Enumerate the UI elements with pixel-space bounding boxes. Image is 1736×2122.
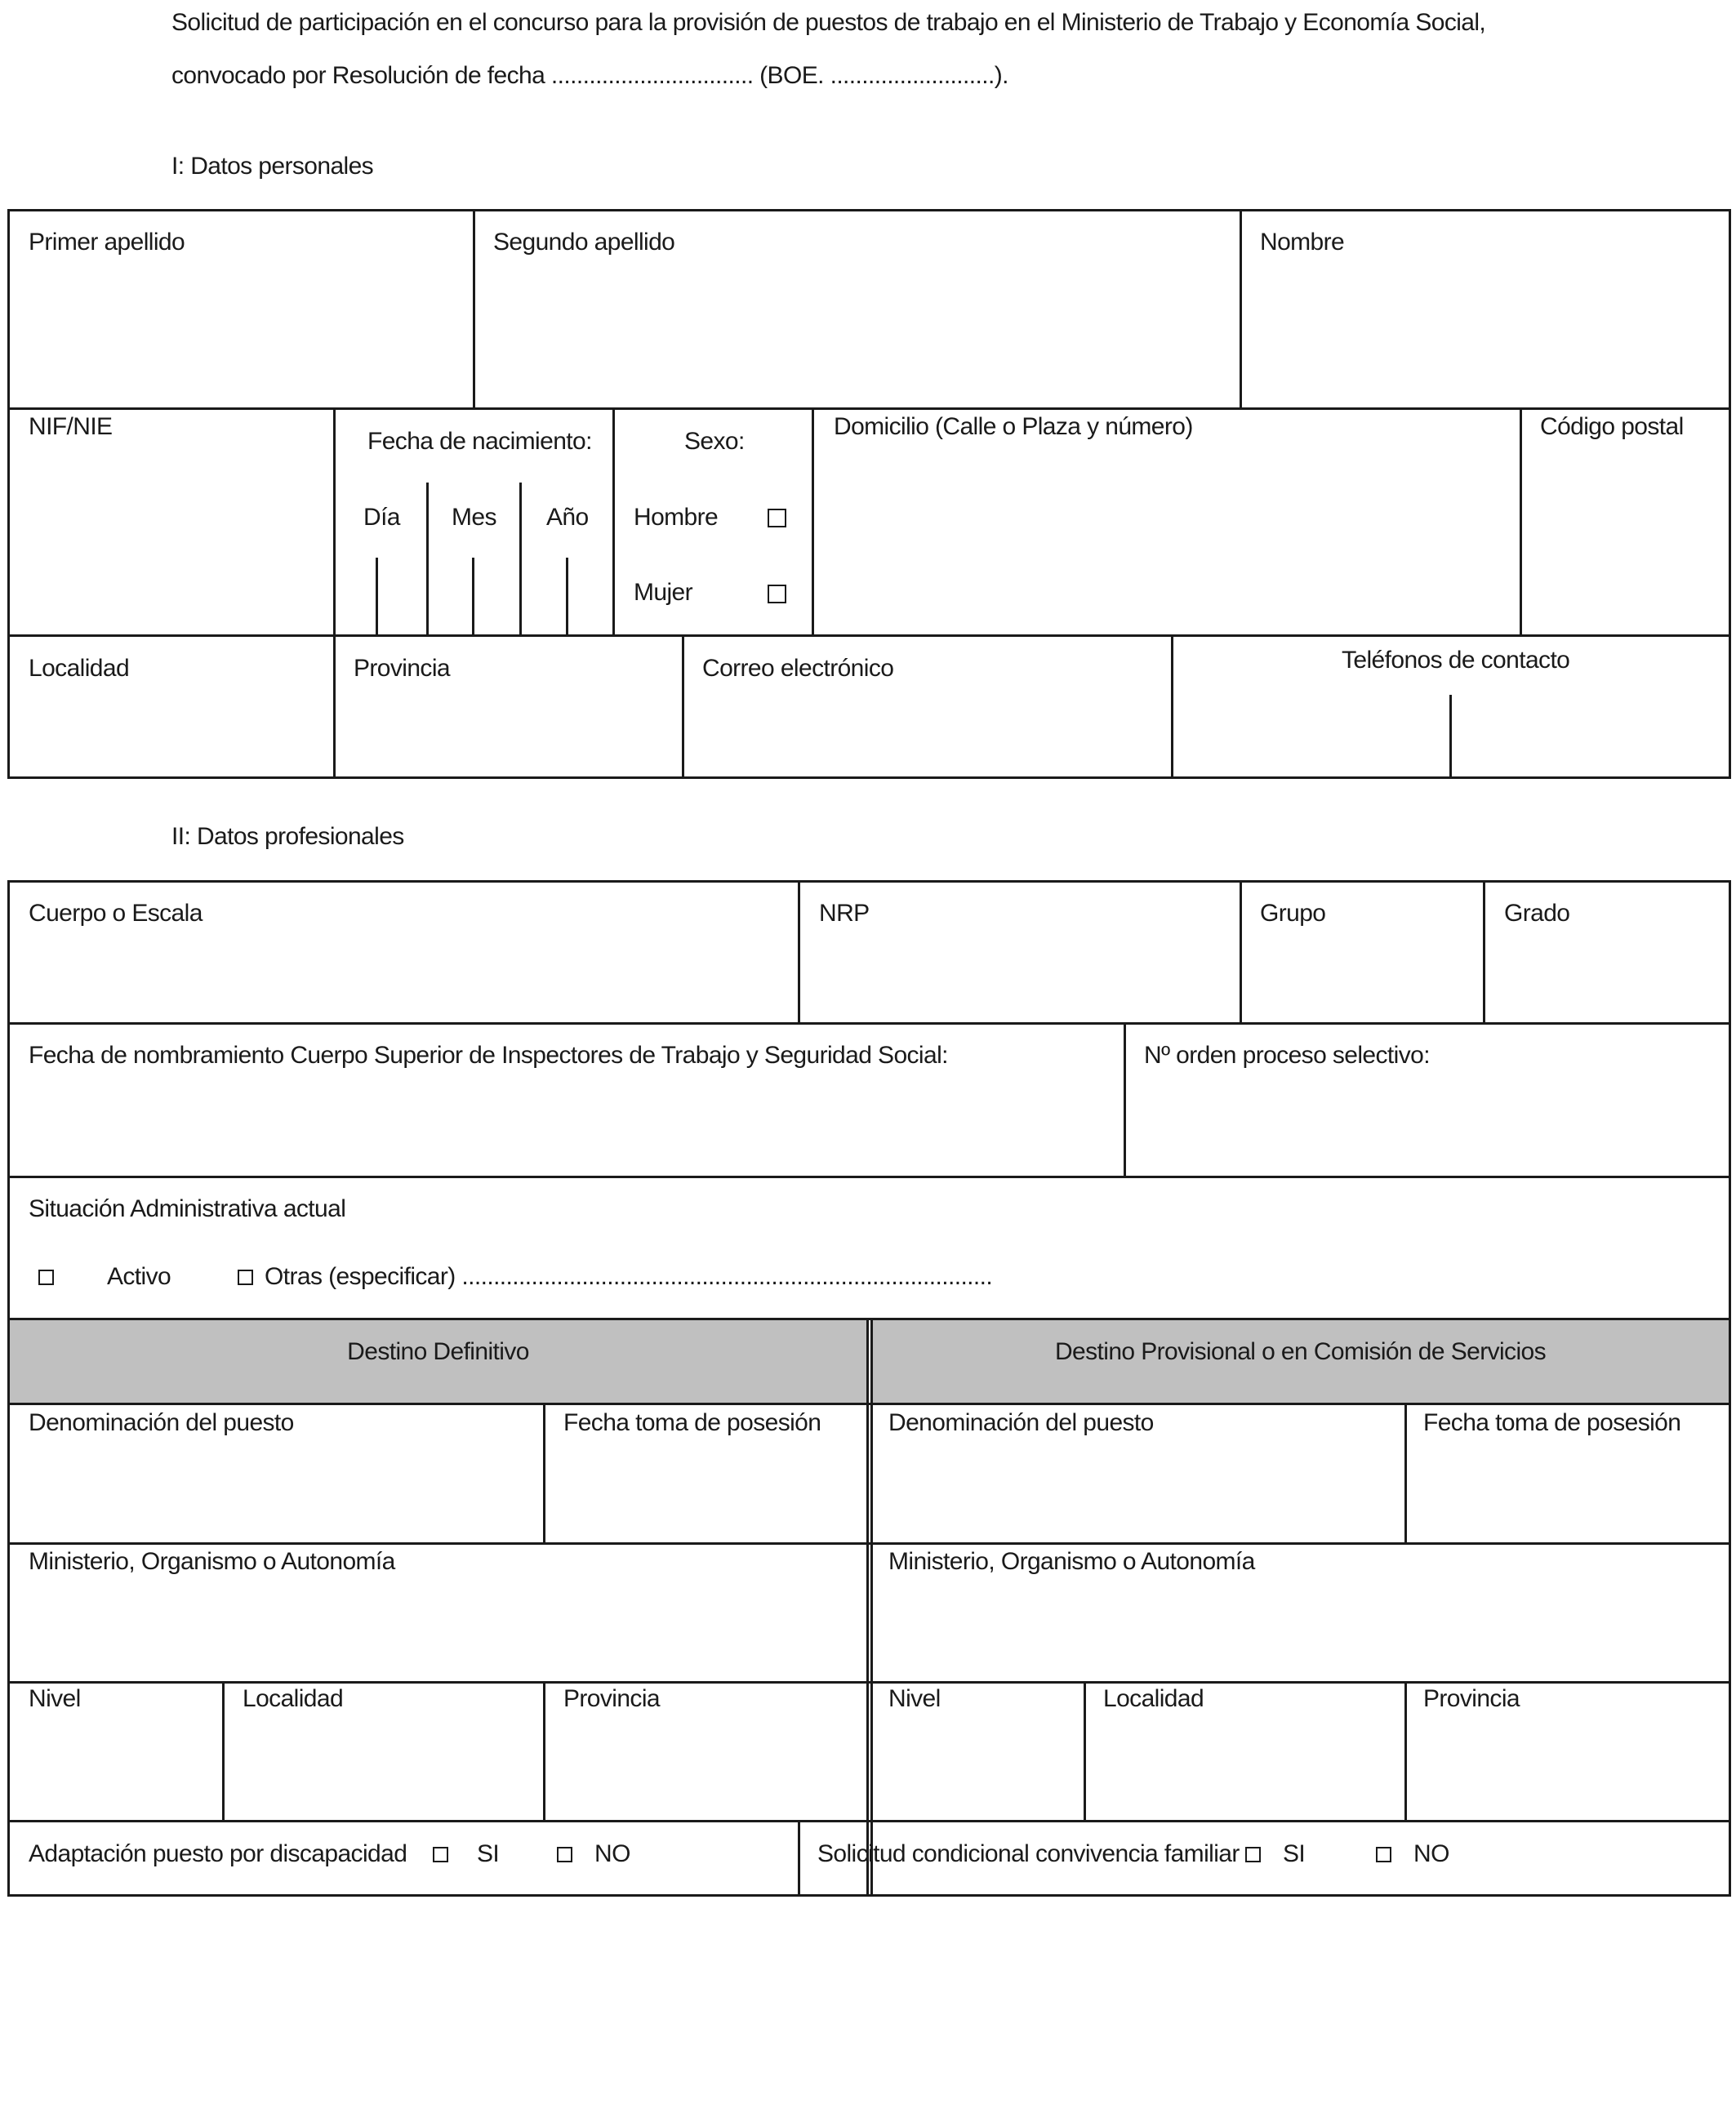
nif-label: NIF/NIE bbox=[29, 413, 113, 440]
def-fecha-toma-label: Fecha toma de posesión bbox=[563, 1409, 821, 1436]
hombre-label: Hombre bbox=[634, 504, 719, 531]
orden-label: Nº orden proceso selectivo: bbox=[1144, 1042, 1430, 1069]
dia-label: Día bbox=[363, 504, 400, 531]
rule bbox=[7, 1176, 1731, 1178]
mujer-checkbox[interactable] bbox=[768, 585, 786, 603]
correo-label: Correo electrónico bbox=[702, 655, 894, 682]
solicitud-condicional-label: Solicitud condicional convivencia familiar bbox=[817, 1840, 1240, 1867]
situacion-label: Situación Administrativa actual bbox=[29, 1195, 346, 1222]
dia-field[interactable] bbox=[336, 559, 426, 634]
rule bbox=[1729, 880, 1731, 1897]
nombre-label: Nombre bbox=[1260, 229, 1345, 256]
telefono-2-field[interactable] bbox=[1452, 696, 1729, 776]
mes-field[interactable] bbox=[429, 559, 519, 634]
rule bbox=[1729, 209, 1731, 779]
rule bbox=[7, 776, 1731, 779]
activo-label: Activo bbox=[107, 1263, 171, 1290]
def-nivel-label: Nivel bbox=[29, 1685, 81, 1712]
telefono-1-field[interactable] bbox=[1173, 696, 1449, 776]
rule bbox=[7, 1820, 1731, 1822]
prov-localidad-label: Localidad bbox=[1103, 1685, 1204, 1712]
cuerpo-label: Cuerpo o Escala bbox=[29, 900, 203, 927]
prov-nivel-label: Nivel bbox=[888, 1685, 941, 1712]
primer-apellido-label: Primer apellido bbox=[29, 229, 185, 256]
otras-checkbox[interactable] bbox=[238, 1270, 253, 1285]
provincia-label: Provincia bbox=[354, 655, 450, 682]
adaptacion-no-checkbox[interactable] bbox=[557, 1847, 572, 1862]
condicional-si-checkbox[interactable] bbox=[1245, 1847, 1261, 1862]
codigo-postal-label: Código postal bbox=[1540, 413, 1684, 440]
codigo-postal-field[interactable] bbox=[1522, 410, 1729, 634]
mujer-label: Mujer bbox=[634, 579, 693, 606]
prov-fecha-toma-label: Fecha toma de posesión bbox=[1423, 1409, 1681, 1436]
rule bbox=[7, 1894, 1731, 1897]
def-localidad-label: Localidad bbox=[243, 1685, 344, 1712]
section-2-title: II: Datos profesionales bbox=[171, 823, 404, 850]
domicilio-field[interactable] bbox=[814, 410, 1520, 634]
fecha-nombramiento-label: Fecha de nombramiento Cuerpo Superior de Inspectores de Trabajo y Seguridad Social: bbox=[29, 1042, 948, 1069]
def-provincia-label: Provincia bbox=[563, 1685, 660, 1712]
grupo-label: Grupo bbox=[1260, 900, 1326, 927]
adaptacion-label: Adaptación puesto por discapacidad bbox=[29, 1840, 407, 1867]
rule bbox=[866, 1318, 869, 1896]
nif-field[interactable] bbox=[10, 410, 333, 634]
intro-line-2: convocado por Resolución de fecha ................................ (BOE. ..........................). bbox=[171, 62, 1008, 89]
adaptacion-si-checkbox[interactable] bbox=[433, 1847, 448, 1862]
localidad-label: Localidad bbox=[29, 655, 130, 682]
def-ministerio-label: Ministerio, Organismo o Autonomía bbox=[29, 1548, 395, 1575]
segundo-apellido-label: Segundo apellido bbox=[493, 229, 675, 256]
otras-label: Otras (especificar) .................................................................................... bbox=[265, 1263, 993, 1290]
destino-provisional-header: Destino Provisional o en Comisión de Servicios bbox=[1054, 1338, 1547, 1365]
condicional-no-label: NO bbox=[1413, 1840, 1449, 1867]
anio-label: Año bbox=[546, 504, 589, 531]
prov-ministerio-label: Ministerio, Organismo o Autonomía bbox=[888, 1548, 1255, 1575]
sexo-label: Sexo: bbox=[684, 428, 745, 455]
rule bbox=[798, 1820, 800, 1897]
def-denominacion-label: Denominación del puesto bbox=[29, 1409, 294, 1436]
anio-field[interactable] bbox=[522, 559, 612, 634]
activo-checkbox[interactable] bbox=[38, 1270, 54, 1285]
adaptacion-si-label: SI bbox=[477, 1840, 500, 1867]
prov-provincia-label: Provincia bbox=[1423, 1685, 1520, 1712]
mes-label: Mes bbox=[452, 504, 496, 531]
intro-line-1: Solicitud de participación en el concurso para la provisión de puestos de trabajo en el Ministerio de Trabajo y Economía Social, bbox=[171, 9, 1486, 36]
adaptacion-no-label: NO bbox=[594, 1840, 630, 1867]
hombre-checkbox[interactable] bbox=[768, 509, 786, 527]
domicilio-label: Domicilio (Calle o Plaza y número) bbox=[834, 413, 1193, 440]
prov-denominacion-label: Denominación del puesto bbox=[888, 1409, 1154, 1436]
rule bbox=[612, 407, 615, 636]
nrp-label: NRP bbox=[819, 900, 870, 927]
grado-label: Grado bbox=[1504, 900, 1570, 927]
destino-definitivo-header: Destino Definitivo bbox=[347, 1338, 529, 1365]
section-1-title: I: Datos personales bbox=[171, 153, 374, 180]
fecha-nacimiento-label: Fecha de nacimiento: bbox=[367, 428, 592, 455]
condicional-no-checkbox[interactable] bbox=[1376, 1847, 1391, 1862]
condicional-si-label: SI bbox=[1283, 1840, 1306, 1867]
telefonos-label: Teléfonos de contacto bbox=[1342, 647, 1570, 674]
